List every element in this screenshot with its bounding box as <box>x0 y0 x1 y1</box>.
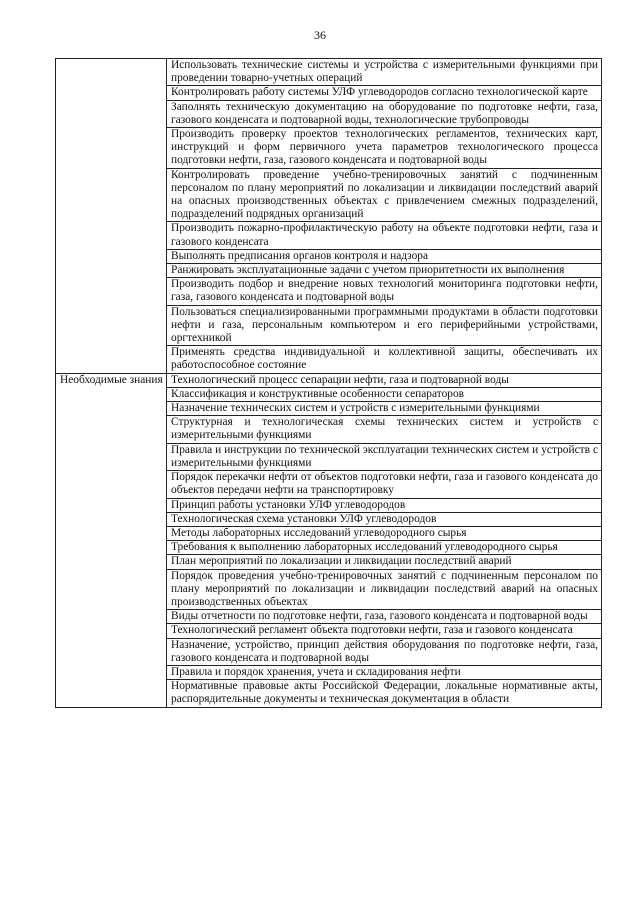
knowledge-item: Нормативные правовые акты Российской Федерации, локальные нормативные акты, распорядительные документы и техническая документация в области <box>167 680 602 707</box>
knowledge-item: Требования к выполнению лабораторных исследований углеводородного сырья <box>167 541 602 555</box>
skill-item: Контролировать работу системы УЛФ углеводородов согласно технологической карте <box>167 86 602 100</box>
skill-item: Производить подбор и внедрение новых технологий мониторинга подготовки нефти, газа, газового конденсата и подтоварной воды <box>167 278 602 305</box>
knowledge-item: Назначение технических систем и устройств с измерительными функциями <box>167 402 602 416</box>
knowledge-item: Технологический регламент объекта подготовки нефти, газа и газового конденсата <box>167 624 602 638</box>
skill-item: Выполнять предписания органов контроля и надзора <box>167 249 602 263</box>
knowledge-item: Методы лабораторных исследований углеводородного сырья <box>167 526 602 540</box>
knowledge-item: Виды отчетности по подготовке нефти, газа, газового конденсата и подтоварной воды <box>167 610 602 624</box>
skill-item: Использовать технические системы и устройства с измерительными функциями при проведении товарно-учетных операций <box>167 59 602 86</box>
knowledge-item: Порядок перекачки нефти от объектов подготовки нефти, газа и газового конденсата до объектов передачи нефти на транспортировку <box>167 471 602 498</box>
knowledge-section-label: Необходимые знания <box>56 373 167 707</box>
page-number: 36 <box>314 28 326 42</box>
knowledge-item: Структурная и технологическая схемы технических систем и устройств с измерительными функциями <box>167 416 602 443</box>
knowledge-item: Классификация и конструктивные особенности сепараторов <box>167 387 602 401</box>
skill-item: Применять средства индивидуальной и коллективной защиты, обеспечивать их работоспособное состояние <box>167 346 602 373</box>
knowledge-item: Назначение, устройство, принцип действия оборудования по подготовке нефти, газа, газового конденсата и подтоварной воды <box>167 638 602 665</box>
knowledge-item: Технологический процесс сепарации нефти, газа и подтоварной воды <box>167 373 602 387</box>
knowledge-item: Принцип работы установки УЛФ углеводородов <box>167 498 602 512</box>
skill-item: Контролировать проведение учебно-тренировочных занятий с подчиненным персоналом по плану мероприятий по локализации и ликвидации последствий аварий на опасных производственных объектах с привлечением смежных подразделений, подразделений подрядных организаций <box>167 168 602 222</box>
knowledge-item: Технологическая схема установки УЛФ углеводородов <box>167 512 602 526</box>
knowledge-item: Порядок проведения учебно-тренировочных занятий с подчиненным персоналом по плану мероприятий по локализации и ликвидации последствий аварий на опасных производственных объектах <box>167 569 602 610</box>
knowledge-item: План мероприятий по локализации и ликвидации последствий аварий <box>167 555 602 569</box>
skill-item: Производить проверку проектов технологических регламентов, технических карт, инструкций и форм первичного учета параметров технологического процесса подготовки нефти, газа, газового конденсата и подтоварной воды <box>167 128 602 169</box>
table-row <box>56 59 602 86</box>
skill-item: Пользоваться специализированными программными продуктами в области подготовки нефти и газа, персональным компьютером и его периферийными устройствами, оргтехникой <box>167 305 602 346</box>
knowledge-item: Правила и инструкции по технической эксплуатации технических систем и устройств с измерительными функциями <box>167 443 602 470</box>
knowledge-item: Правила и порядок хранения, учета и складирования нефти <box>167 665 602 679</box>
skill-item: Заполнять техническую документацию на оборудование по подготовке нефти, газа, газового конденсата и подтоварной воды, технологические трубопроводы <box>167 100 602 127</box>
requirements-table <box>55 58 602 708</box>
skills-section-label <box>56 59 167 374</box>
table-row <box>56 373 602 387</box>
skill-item: Ранжировать эксплуатационные задачи с учетом приоритетности их выполнения <box>167 264 602 278</box>
skill-item: Производить пожарно-профилактическую работу на объекте подготовки нефти, газа и газового конденсата <box>167 222 602 249</box>
